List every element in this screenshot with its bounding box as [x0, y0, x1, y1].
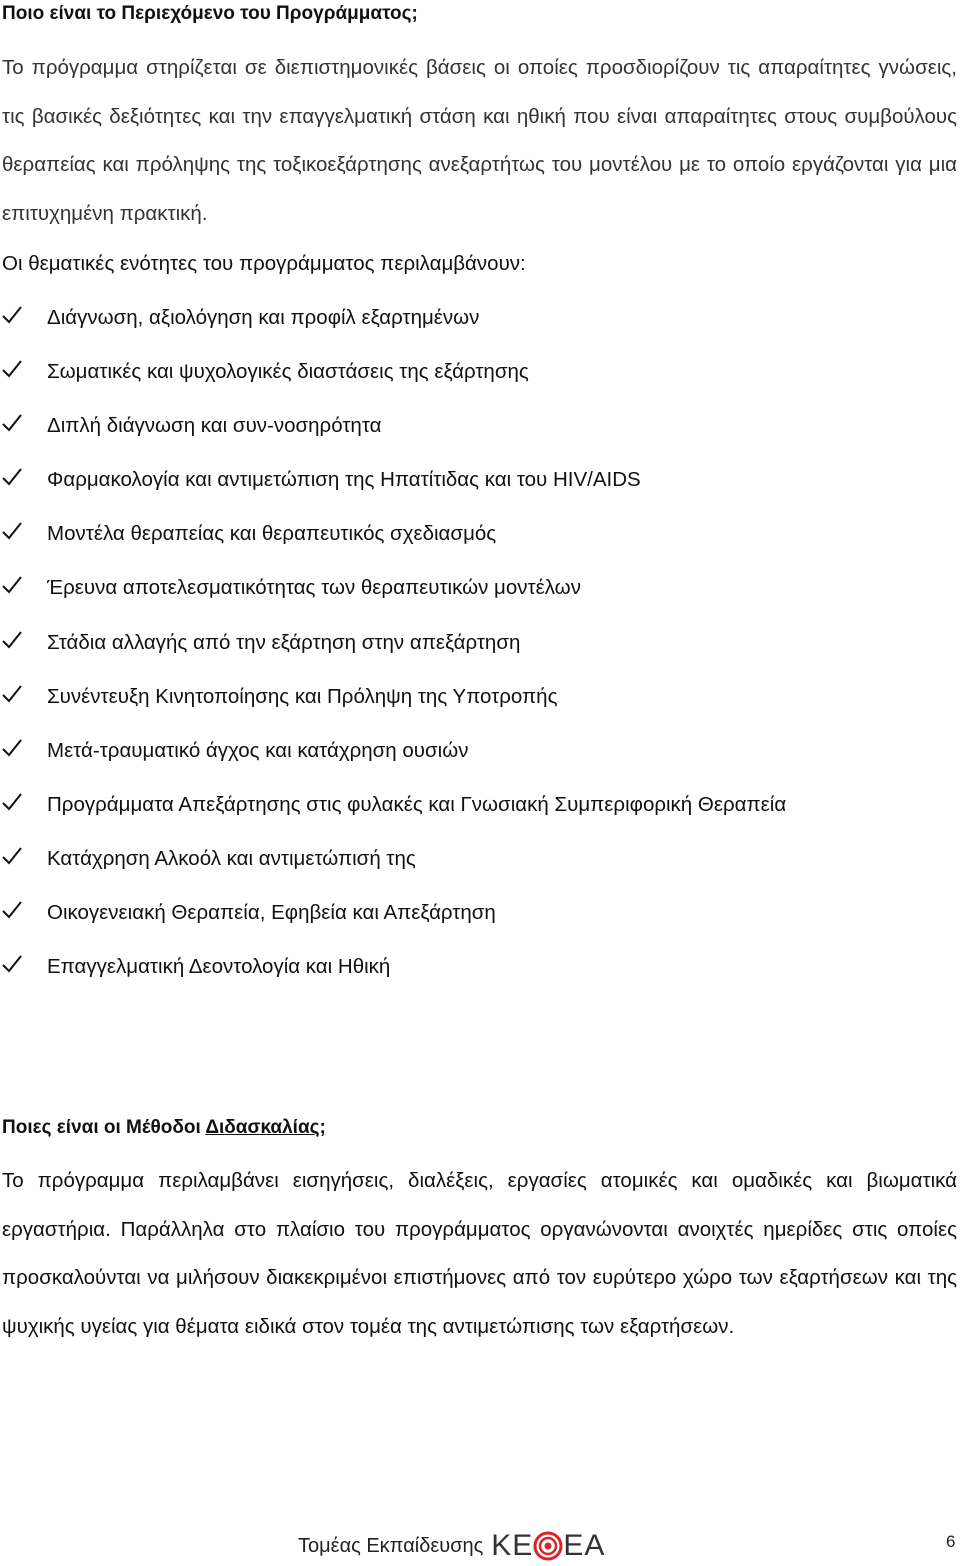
logo: [491, 1529, 605, 1563]
topic-text: Έρευνα αποτελεσματικότητας των θεραπευτικών μοντέλων: [47, 576, 581, 600]
topic-text: Οικογενειακή Θεραπεία, Εφηβεία και Απεξάρτηση: [47, 901, 496, 925]
list-item: [0, 835, 905, 884]
check-icon: [1, 683, 23, 705]
page-footer: [298, 1529, 605, 1563]
footer-sector-label: Τομέας Εκπαίδευσης: [298, 1534, 484, 1557]
content-paragraph: Το πρόγραμμα στηρίζεται σε διεπιστημονικές βάσεις οι οποίες προσδιορίζουν τις απαραίτητες γνώσεις, τις βασικές δεξιότητες και την επαγγελματική στάση και ηθική που είναι απαραίτητες στους συμβούλους θεραπείας και πρόληψης της τοξικοεξάρτησης ανεξαρτήτως του μοντέλου με το οποίο εργάζονται για μια επιτυχημένη πρακτική.: [2, 56, 957, 225]
topic-text: Μετά-τραυματικό άγχος και κατάχρηση ουσιών: [47, 738, 469, 762]
topic-text: Επαγγελματική Δεοντολογία και Ηθική: [47, 955, 391, 979]
logo-text-left: KE: [491, 1529, 534, 1562]
list-item: [0, 510, 905, 559]
list-item: [0, 889, 905, 938]
check-icon: [1, 304, 23, 326]
topic-text: Συνέντευξη Κινητοποίησης και Πρόληψη της Υποτροπής: [47, 684, 558, 708]
topic-text: Κατάχρηση Αλκοόλ και αντιμετώπισή της: [47, 846, 416, 870]
list-item: [0, 294, 905, 343]
methods-title-underlined: Διδασκαλίας;: [205, 1117, 326, 1138]
topic-text: Στάδια αλλαγής από την εξάρτηση στην απεξάρτηση: [47, 630, 521, 654]
topic-text: Διπλή διάγνωση και συν-νοσηρότητα: [47, 414, 382, 438]
methods-section-title: [2, 1116, 326, 1140]
methods-title-prefix: Ποιες είναι οι Μέθοδοι: [2, 1117, 206, 1138]
topics-intro: Οι θεματικές ενότητες του προγράμματος περιλαμβάνουν:: [2, 252, 526, 275]
content-section-title: Ποιο είναι το Περιεχόμενο του Προγράμματος;: [2, 3, 418, 24]
check-icon: [1, 358, 23, 380]
list-item: [0, 943, 905, 992]
spiral-logo-icon: [533, 1531, 563, 1561]
topic-text: Φαρμακολογία και αντιμετώπιση της Ηπατίτιδας και του HIV/AIDS: [47, 468, 641, 492]
topic-text: Σωματικές και ψυχολογικές διαστάσεις της εξάρτησης: [47, 360, 529, 384]
list-item: [0, 781, 905, 830]
list-item: [0, 619, 905, 668]
page-number: 6: [946, 1532, 956, 1551]
topic-text: Προγράμματα Απεξάρτησης στις φυλακές και Γνωσιακή Συμπεριφορική Θεραπεία: [47, 792, 787, 816]
list-item: [0, 456, 905, 505]
list-item: [0, 727, 905, 776]
check-icon: [1, 466, 23, 488]
check-icon: [1, 520, 23, 542]
list-item: [0, 673, 905, 722]
check-icon: [1, 899, 23, 921]
topic-text: Μοντέλα θεραπείας και θεραπευτικός σχεδιασμός: [47, 522, 497, 546]
check-icon: [1, 791, 23, 813]
topic-text: Διάγνωση, αξιολόγηση και προφίλ εξαρτημένων: [47, 306, 480, 329]
methods-paragraph: Το πρόγραμμα περιλαμβάνει εισηγήσεις, διαλέξεις, εργασίες ατομικές και ομαδικές και βιωματικά εργαστήρια. Παράλληλα στο πλαίσιο του προγράμματος οργανώνονται ανοιχτές ημερίδες στις οποίες προσκαλούνται να μιλήσουν διακεκριμένοι επιστήμονες από τον ευρύτερο χώρο των εξαρτήσεων και της ψυχικής υγείας για θέματα ειδικά στον τομέα της αντιμετώπισης των εξαρτήσεων.: [2, 1169, 957, 1338]
list-item: [0, 402, 905, 451]
logo-text-right: EA: [563, 1529, 606, 1562]
check-icon: [1, 953, 23, 975]
topics-list: [0, 294, 905, 997]
check-icon: [1, 737, 23, 759]
list-item: [0, 348, 905, 397]
list-item: [0, 564, 905, 613]
check-icon: [1, 629, 23, 651]
check-icon: [1, 412, 23, 434]
check-icon: [1, 845, 23, 867]
check-icon: [1, 574, 23, 596]
